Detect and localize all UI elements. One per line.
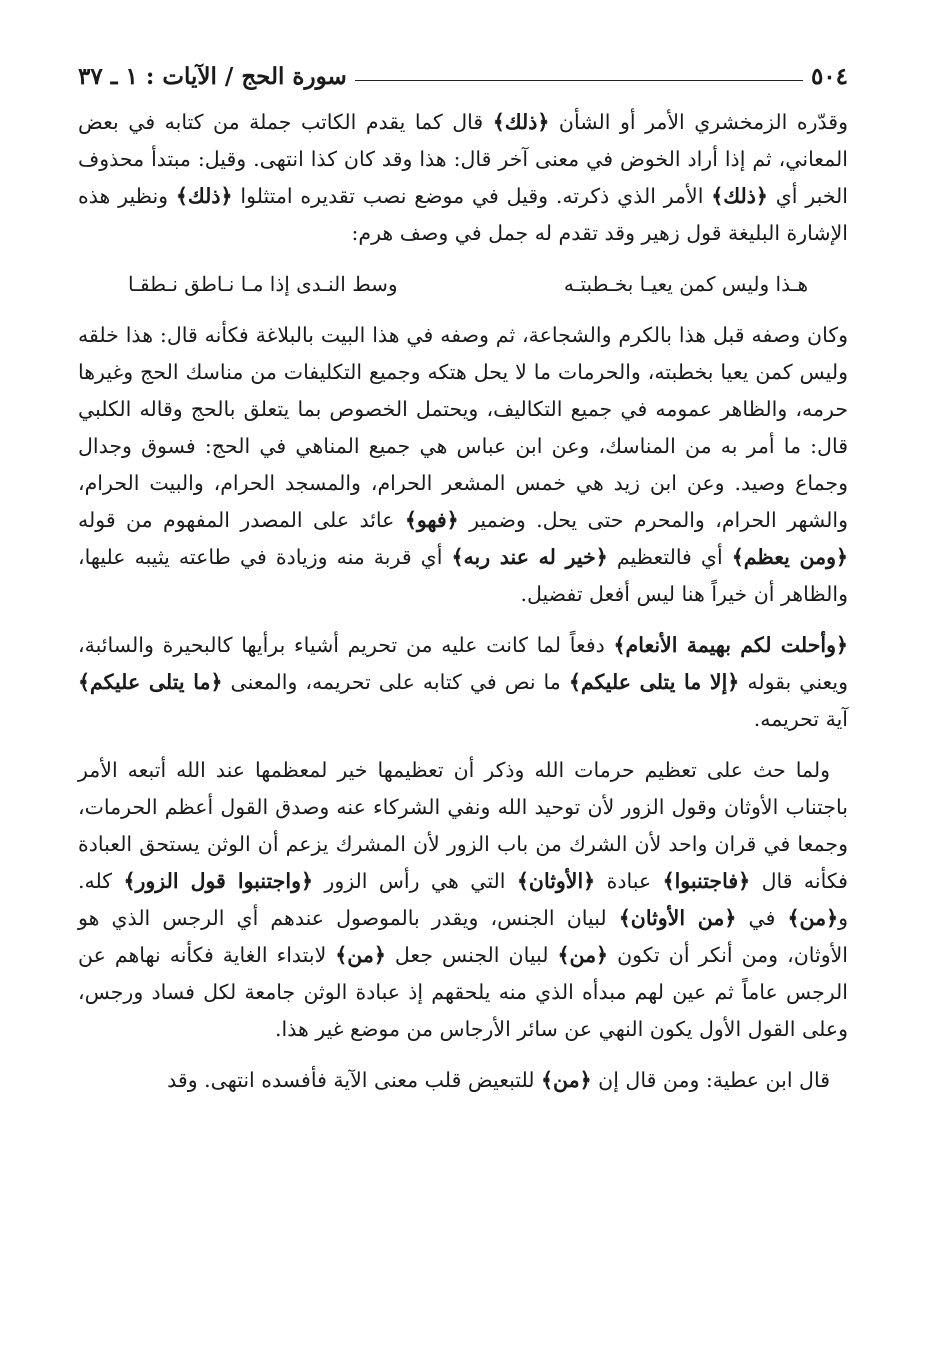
text: التي هي رأس الزور <box>313 869 517 893</box>
text: عبادة <box>595 869 663 893</box>
quran-quote: ﴿واجتنبوا قول الزور﴾ <box>123 869 314 893</box>
text: عائد على المصدر المفهوم من قوله <box>78 508 405 532</box>
text: آية تحريمه. <box>753 707 848 731</box>
text: ما نص في كتابه على تحريمه، والمعنى <box>222 670 569 694</box>
page-body <box>78 104 848 1099</box>
text: قال كما يقدم الكاتب جملة من كتابه في بعض المعاني، ثم إذا أراد الخوض في معنى آخر قال: هذا وقد كان كذا انتهى. وقيل: مبتدأ محذوف الخبر أي <box>78 110 848 208</box>
paragraph-5 <box>78 1062 848 1099</box>
quran-quote: ﴿من الأوثان﴾ <box>618 906 737 930</box>
quran-quote: ﴿من﴾ <box>557 943 609 967</box>
quran-quote: ﴿ومن يعظم﴾ <box>731 545 849 569</box>
paragraph-2 <box>78 317 848 613</box>
quran-quote: ﴿ذلك﴾ <box>711 184 768 208</box>
quran-quote: ﴿ذلك﴾ <box>175 184 233 208</box>
text: في <box>736 906 788 930</box>
quran-quote: ﴿فهو﴾ <box>404 508 459 532</box>
text: للتبعيض قلب معنى الآية فأفسده انتهى. وقد <box>167 1068 542 1092</box>
paragraph-3 <box>78 627 848 738</box>
quran-quote: ﴿من﴾ <box>541 1068 592 1092</box>
text: أي فالتعظيم <box>607 545 732 569</box>
text: قال ابن عطية: ومن قال إن <box>591 1068 830 1092</box>
quran-quote: ﴿الأوثان﴾ <box>516 869 596 893</box>
paragraph-1 <box>78 104 848 252</box>
quran-quote: ﴿فاجتنبوا﴾ <box>662 869 751 893</box>
text: ونظير هذه الإشارة البليغة قول زهير وقد تقدم له جمل في وصف هرم: <box>78 184 848 245</box>
running-title: سورة الحج / الآيات : ١ ـ ٣٧ <box>78 63 347 90</box>
quran-quote: ﴿ذلك﴾ <box>492 110 550 134</box>
quran-quote: ﴿وأحلت لكم بهيمة الأنعام﴾ <box>613 633 848 657</box>
quran-quote: ﴿خير له عند ربه﴾ <box>451 545 608 569</box>
page-number: ٥٠٤ <box>810 63 848 90</box>
text: لبيان الجنس جعل <box>385 943 558 967</box>
text: وقدّره الزمخشري الأمر أو الشأن <box>549 110 848 134</box>
quran-quote: ﴿من﴾ <box>335 943 386 967</box>
poetry-verse <box>78 266 848 303</box>
text: وكان وصفه قبل هذا بالكرم والشجاعة، ثم وصفه في هذا البيت بالبلاغة فكأنه قال: هذا خلقه وليس كمن يعيا بخطبته، والحرمات ما لا يحل هتكه وجميع التكليفات من مناسك الحج وغيرها حرمه، والظاهر عمومه في جميع التكاليف، ويحتمل الخصوص بما يتعلق بالحج وقاله الكلبي قال: ما أمر به من المناسك، وعن ابن عباس هي جميع المناهي في الحج: فسوق وجدال وجماع وصيد. وعن ابن زيد هي خمس المشعر الحرام، والمسجد الحرام، والبيت الحرام، والشهر الحرام، والمحرم حتى يحل. وضمير <box>78 323 848 532</box>
quran-quote: ﴿من﴾ <box>787 906 839 930</box>
text: أي قربة منه وزيادة في طاعته يثيبه عليها، والظاهر أن خيراً هنا ليس أفعل تفضيل. <box>78 545 848 606</box>
text: دفعاً لما كانت عليه من تحريم أشياء برأيها كالبحيرة والسائبة، ويعني بقوله <box>78 633 849 694</box>
header-rule <box>355 80 803 81</box>
paragraph-4 <box>78 752 848 1048</box>
text: لابتداء الغاية فكأنه نهاهم عن الرجس عاماً ثم عين لهم مبدأه الذي منه يلحقهم إذ عبادة الوثن جامعة لكل فساد ورجس، وعلى القول الأول يكون النهي عن سائر الأرجاس من موضع غير هذا. <box>78 943 848 1041</box>
quran-quote: ﴿ما يتلى عليكم﴾ <box>78 670 223 694</box>
text: كله. و <box>78 869 849 930</box>
text: ولما حث على تعظيم حرمات الله وذكر أن تعظيمها خير لمعظمها عند الله أتبعه الأمر باجتناب الأوثان وقول الزور لأن توحيد الله ونفي الشركاء عنه وصدق القول أعظم الحرمات، وجمعا في قران واحد لأن الشرك من باب الزور لأن المشرك يزعم أن الوثن يستحق العبادة فكأنه قال <box>78 758 848 893</box>
text: الأمر الذي ذكرته. وقيل في موضع نصب تقديره امتثلوا <box>232 184 712 208</box>
text: لبيان الجنس، ويقدر بالموصول عندهم أي الرجس الذي هو الأوثان، ومن أنكر أن تكون <box>78 906 848 967</box>
page-header <box>78 58 848 90</box>
verse-first-hemistich: هـذا وليس كمن يعيـا بخـطبتـه <box>563 272 808 296</box>
verse-second-hemistich: وسط النـدى إذا مـا نـاطق نـطقـا <box>128 272 398 296</box>
quran-quote: ﴿إلا ما يتلى عليكم﴾ <box>568 670 740 694</box>
